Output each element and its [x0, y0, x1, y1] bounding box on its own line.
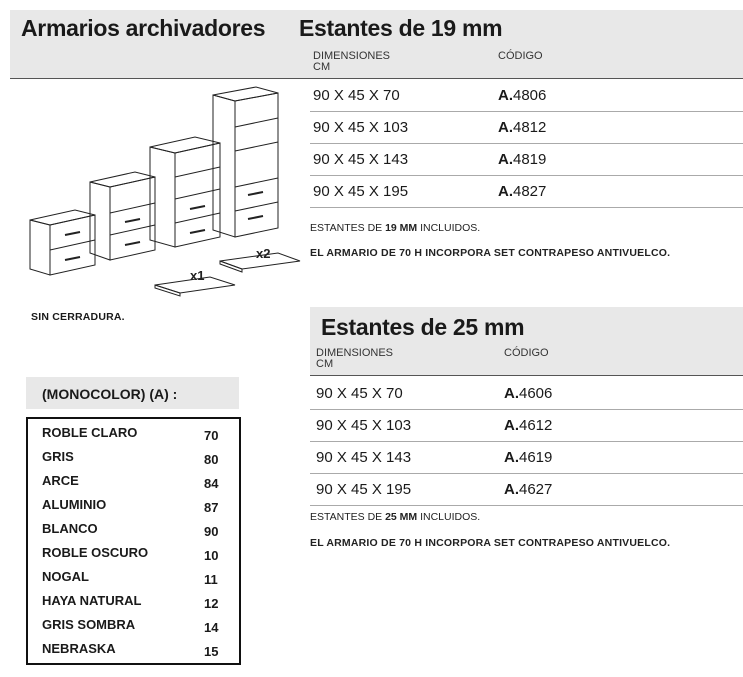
table-row: [310, 377, 743, 410]
list-item: NEBRASKA 15: [42, 641, 219, 659]
cabinet-103-icon: [90, 172, 155, 260]
list-item: NOGAL 11: [42, 569, 218, 587]
table-row: [310, 409, 743, 442]
list-item: ROBLE CLARO 70: [42, 425, 219, 443]
table-row: [310, 111, 743, 144]
code-cell: A.4806: [498, 87, 547, 104]
label-x1: x1: [190, 268, 205, 283]
table2-col-dimensions: DIMENSIONES CM: [316, 347, 394, 370]
code-cell: A.4619: [504, 449, 553, 466]
dimension-cell: 90 X 45 X 195: [313, 183, 409, 200]
code-cell: A.4819: [498, 151, 547, 168]
page-title: Armarios archivadores: [21, 15, 266, 41]
list-item: ARCE 84: [42, 473, 219, 491]
dimension-cell: 90 X 45 X 103: [313, 119, 409, 136]
color-list: [26, 417, 241, 665]
table-row: [310, 441, 743, 474]
cabinet-143-icon: [150, 137, 220, 247]
sin-cerradura-note: SIN CERRADURA.: [31, 311, 125, 323]
cabinet-70-icon: [30, 210, 95, 275]
antivuelco-note-1: EL ARMARIO DE 70 H INCORPORA SET CONTRAPESO ANTIVUELCO.: [310, 247, 671, 259]
dimension-cell: 90 X 45 X 70: [313, 87, 400, 104]
dimension-cell: 90 X 45 X 143: [313, 151, 409, 168]
dimension-cell: 90 X 45 X 195: [316, 481, 412, 498]
section2-title: Estantes de 25 mm: [321, 314, 525, 340]
list-item: ROBLE OSCURO 10: [42, 545, 219, 563]
table-row: [310, 143, 743, 176]
table-row: [310, 175, 743, 208]
table-row: [310, 473, 743, 506]
code-cell: A.4627: [504, 481, 553, 498]
table2-col-code: CÓDIGO: [504, 347, 549, 359]
list-item: HAYA NATURAL 12: [42, 593, 219, 611]
shelf-note-19: ESTANTES DE 19 MM INCLUIDOS.: [310, 222, 481, 234]
cabinet-195-icon: [213, 87, 278, 237]
antivuelco-note-2: EL ARMARIO DE 70 H INCORPORA SET CONTRAPESO ANTIVUELCO.: [310, 537, 671, 549]
dimension-cell: 90 X 45 X 70: [316, 385, 403, 402]
list-item: ALUMINIO 87: [42, 497, 219, 515]
table-row: [310, 79, 743, 112]
section1-title: Estantes de 19 mm: [299, 15, 503, 41]
list-item: GRIS 80: [42, 449, 219, 467]
dimension-cell: 90 X 45 X 143: [316, 449, 412, 466]
list-item: BLANCO 90: [42, 521, 219, 539]
code-cell: A.4827: [498, 183, 547, 200]
label-x2: x2: [256, 246, 271, 261]
cabinets-illustration: [20, 85, 310, 300]
code-cell: A.4812: [498, 119, 547, 136]
dimension-cell: 90 X 45 X 103: [316, 417, 412, 434]
table1-col-code: CÓDIGO: [498, 50, 543, 62]
table1-col-dimensions: DIMENSIONES CM: [313, 50, 391, 73]
shelf-note-25: ESTANTES DE 25 MM INCLUIDOS.: [310, 511, 481, 523]
code-cell: A.4612: [504, 417, 553, 434]
list-item: GRIS SOMBRA 14: [42, 617, 219, 635]
monocolor-title: (MONOCOLOR) (A) :: [42, 386, 178, 402]
code-cell: A.4606: [504, 385, 553, 402]
